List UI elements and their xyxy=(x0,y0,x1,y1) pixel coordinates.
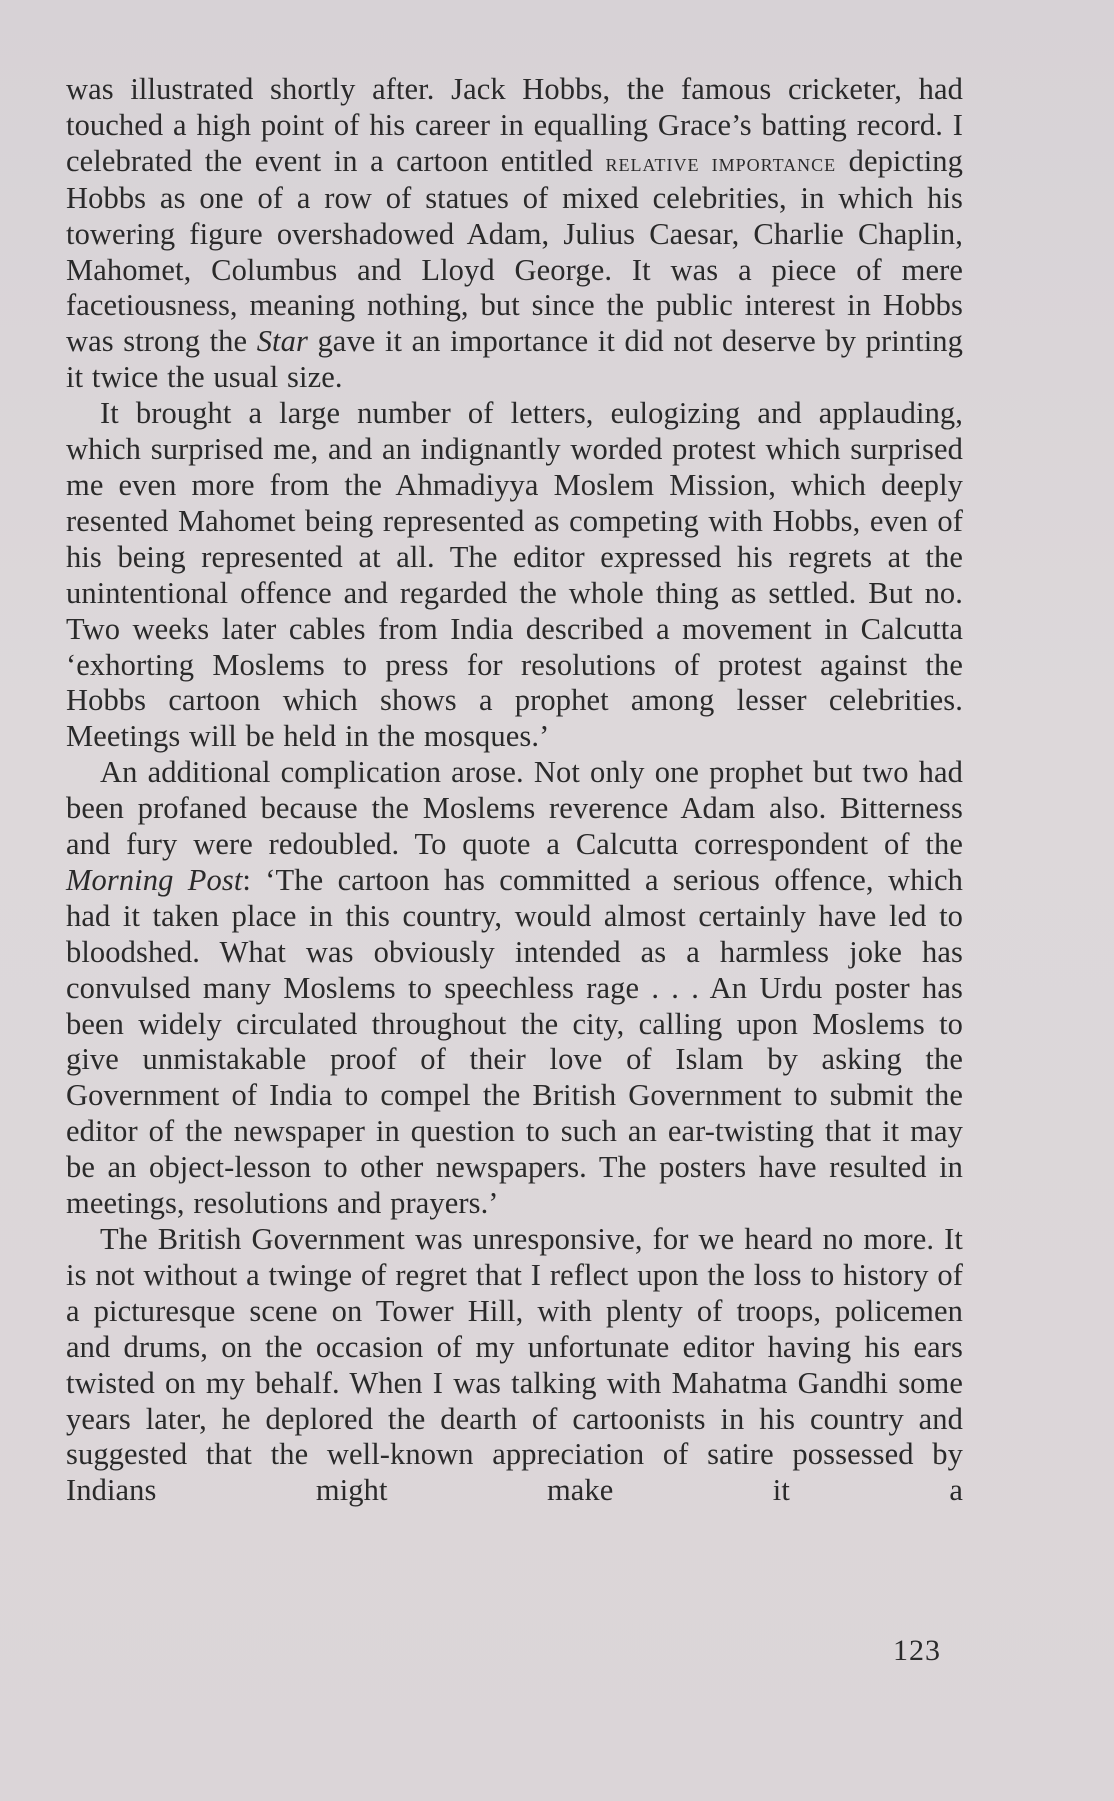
p3-text-2: : ‘The cartoon has committed a serious offence, which had it taken place in this country, would almost certainly have led to bloodshed. What was obviously intended as a harmless joke has convulsed many Moslems to speechless rage . . . An Urdu poster has been widely circulated throughout the city, calling upon Moslems to give unmistakable proof of their love of Islam by asking the Government of India to compel the British Government to submit the editor of the newspaper in question to such an ear-twisting that it may be an object-lesson to other newspapers. The posters have resulted in meetings, resolutions and prayers.’ xyxy=(66,862,963,1221)
cartoon-title: relative importance xyxy=(605,147,837,177)
p4-text-1: The British Government was unresponsive, for we heard no more. It is not without a twinge of regret that I reflect upon the loss to history of a picturesque scene on Tower Hill, with plenty of troops, policemen and drums, on the occasion of my unfortunate editor having his ears twisted on my behalf. When I was talking with Mahatma Gandhi some years later, he deplored the dearth of cartoonists in his country and suggested that the well-known appreciation of satire possessed by Indians might make it a xyxy=(66,1222,963,1508)
p2-text-1: It brought a large number of letters, eulogizing and applauding, which surprised me, and an indignantly worded protest which surprised me even more from the Ahmadiyya Moslem Mission, which deeply resented Mahomet being represented as competing with Hobbs, even of his being represented at all. The editor expressed his regrets at the unintentional offence and regarded the whole thing as settled. But no. Two weeks later cables from India described a movement in Calcutta ‘exhorting Moslems to press for resolutions of protest against the Hobbs cartoon which shows a prophet among lesser celebrities. Meetings will be held in the mosques.’ xyxy=(66,396,963,754)
newspaper-star: Star xyxy=(256,324,308,359)
paragraph-1 xyxy=(66,72,963,396)
paragraph-2 xyxy=(66,396,963,755)
paragraph-3 xyxy=(66,755,963,1222)
page-number: 123 xyxy=(893,1634,941,1667)
p3-text-1: An additional complication arose. Not only one prophet but two had been profaned because the Moslems reverence Adam also. Bitterness and fury were redoubled. To quote a Calcutta correspondent of the xyxy=(66,755,963,862)
paragraph-4 xyxy=(66,1222,963,1509)
p1-text-3: gave it an importance it did not deserve by printing it twice the usual size. xyxy=(66,324,963,395)
body-text xyxy=(66,72,963,1509)
p1-text-1: was illustrated shortly after. Jack Hobbs, the famous cricketer, had touched a high point of his career in equalling Grace’s batting record. I celebrated the event in a cartoon entitled xyxy=(66,72,963,178)
p1-text-2: depicting Hobbs as one of a row of statues of mixed celebrities, in which his towering figure overshadowed Adam, Julius Caesar, Charlie Chaplin, Mahomet, Columbus and Lloyd George. It was a piece of mere facetiousness, meaning nothing, but since the public interest in Hobbs was strong the xyxy=(66,143,963,359)
newspaper-morning-post: Morning Post xyxy=(66,862,243,897)
